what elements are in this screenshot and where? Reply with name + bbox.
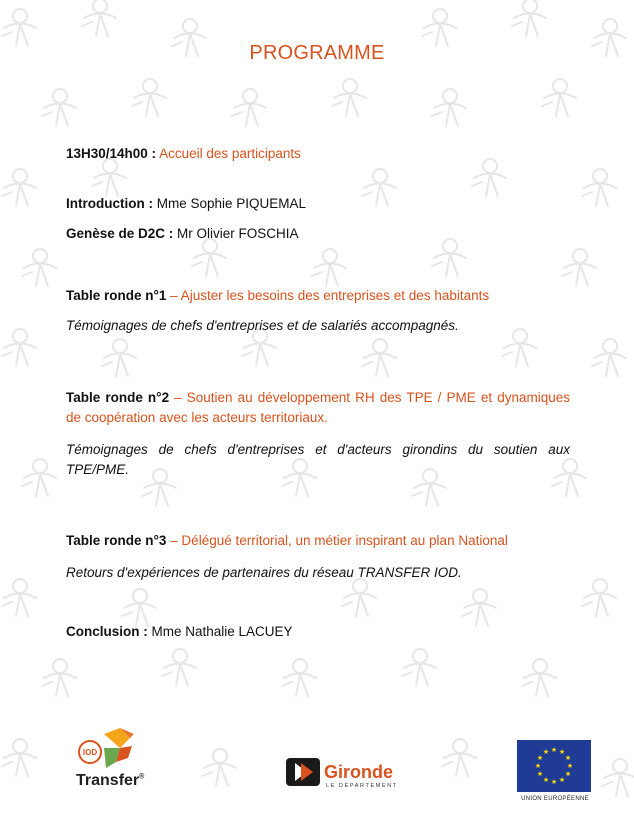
transfer-logo-icon	[76, 728, 148, 774]
genesis-line	[66, 224, 570, 244]
table3-topic: – Délégué territorial, un métier inspirant au plan National	[166, 533, 508, 548]
table1-note: Témoignages de chefs d'entreprises et de salariés accompagnés.	[66, 318, 459, 333]
table2-note: Témoignages de chefs d'entreprises et d'acteurs girondins du soutien aux TPE/PME.	[66, 442, 570, 477]
svg-text:★: ★	[566, 762, 574, 770]
svg-text:★: ★	[542, 776, 550, 784]
svg-text:★: ★	[542, 748, 550, 756]
table1-line	[66, 286, 570, 306]
table3-note: Retours d'expériences de partenaires du réseau TRANSFER IOD.	[66, 565, 462, 580]
gironde-logo-text: Gironde	[324, 762, 394, 782]
intro-speaker: Mme Sophie PIQUEMAL	[152, 196, 307, 211]
svg-text:★: ★	[550, 778, 558, 786]
welcome-text: Accueil des participants	[156, 146, 301, 161]
transfer-logo-text	[76, 772, 144, 790]
conclusion-speaker: Mme Nathalie LACUEY	[147, 624, 293, 639]
conclusion-line	[66, 622, 570, 642]
svg-text:★: ★	[536, 770, 544, 778]
welcome-time: 13H30/14h00 :	[66, 146, 157, 161]
table1-label: Table ronde n°1	[66, 288, 167, 303]
table2-line	[66, 388, 570, 428]
transfer-mark: ®	[139, 773, 145, 781]
intro-label: Introduction :	[66, 196, 153, 211]
intro-line	[66, 194, 570, 214]
gironde-logo-subtitle: LE DÉPARTEMENT	[326, 783, 398, 789]
genesis-label: Genèse de D2C :	[66, 226, 174, 241]
svg-text:★: ★	[558, 776, 566, 784]
gironde-logo-icon	[286, 758, 320, 786]
transfer-name: Transfer	[76, 772, 140, 789]
eu-flag	[517, 740, 591, 792]
table3-label: Table ronde n°3	[66, 533, 167, 548]
svg-text:★: ★	[558, 748, 566, 756]
table2-topic: – Soutien au développement RH des TPE / PME et dynamiques de coopération avec les acteurs territoriaux.	[66, 390, 570, 425]
table2-label: Table ronde n°2	[66, 390, 170, 405]
welcome-line	[66, 144, 570, 164]
page-title: PROGRAMME	[249, 42, 385, 64]
svg-text:★: ★	[550, 746, 558, 754]
transfer-badge-text: IOD	[82, 748, 98, 757]
svg-text:★: ★	[536, 754, 544, 762]
conclusion-label: Conclusion :	[66, 624, 148, 639]
table3-line	[66, 531, 570, 551]
eu-label: UNION EUROPÉENNE	[521, 796, 589, 802]
svg-text:★: ★	[564, 754, 572, 762]
table1-topic: – Ajuster les besoins des entreprises et des habitants	[166, 288, 490, 303]
svg-text:★: ★	[534, 762, 542, 770]
genesis-speaker: Mr Olivier FOSCHIA	[173, 226, 299, 241]
eu-stars-icon	[517, 740, 591, 792]
svg-text:★: ★	[564, 770, 572, 778]
